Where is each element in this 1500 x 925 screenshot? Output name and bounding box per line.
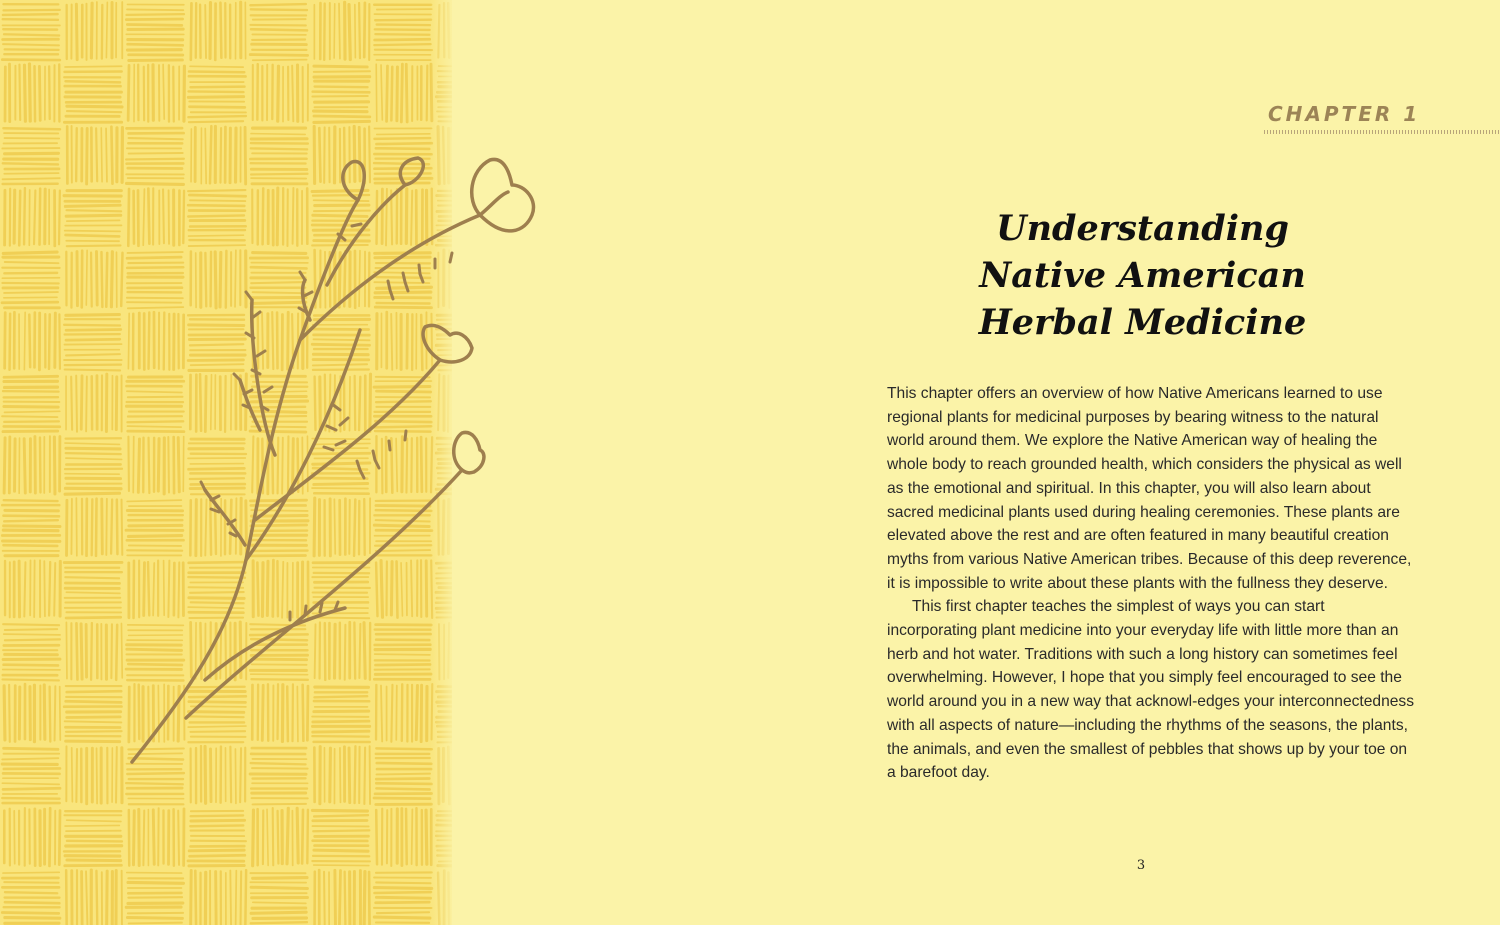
weave-stroke: [188, 97, 243, 98]
weave-stroke: [374, 888, 431, 889]
weave-cell: [2, 252, 60, 308]
body-paragraph: This first chapter teaches the simplest of ways you can start incorporating plant medicine into your everyday life with little more than an herb and hot water. Traditions with such a long history can sometimes feel overwhelming. However, I hope that you simply feel encouraged to see the world around you in a new way that acknowl-edges your interconnectedness with all aspects of nature—including the rhythms of the seasons, the plants, the animals, and even the smallest of pebbles that shows up by your toe on a barefoot day.: [887, 598, 1415, 782]
weave-stroke: [15, 439, 16, 491]
weave-stroke: [376, 882, 430, 883]
weave-stroke: [297, 808, 298, 863]
weave-stroke: [190, 855, 245, 856]
weave-stroke: [4, 526, 60, 527]
poppy-flower: [454, 432, 484, 472]
weave-stroke: [24, 562, 25, 616]
weave-cell: [4, 436, 60, 494]
weave-stroke: [65, 825, 119, 826]
weave-stroke: [3, 516, 59, 517]
chapter-title-line: Herbal Medicine: [978, 302, 1307, 343]
weave-stroke: [14, 190, 15, 243]
weave-stroke: [251, 922, 307, 923]
weave-stroke: [377, 912, 429, 913]
poppy-flower: [423, 325, 472, 362]
weave-stroke: [40, 189, 41, 245]
weave-stroke: [96, 499, 97, 556]
weave-stroke: [128, 882, 183, 883]
weave-stroke: [44, 561, 45, 616]
wildflower-sprig-illustration: [100, 140, 550, 780]
weave-stroke: [92, 499, 93, 555]
weave-stroke: [178, 811, 179, 865]
weave-stroke: [364, 3, 365, 57]
weave-stroke: [314, 111, 368, 112]
weave-stroke: [3, 252, 57, 253]
weave-stroke: [4, 634, 60, 635]
weave-stroke: [335, 870, 336, 925]
weave-stroke: [5, 892, 57, 893]
weave-stroke: [59, 191, 60, 245]
weave-stroke: [397, 67, 398, 121]
weave-stroke: [191, 3, 192, 59]
weave-cell: [128, 64, 184, 121]
weave-stroke: [251, 887, 307, 888]
weave-stroke: [127, 917, 182, 918]
weave-stroke: [3, 530, 58, 531]
weave-stroke: [191, 870, 192, 925]
weave-stroke: [3, 431, 58, 432]
weave-stroke: [4, 686, 5, 740]
weave-stroke: [427, 66, 428, 121]
weave-cell: [2, 500, 60, 556]
weave-cell: [374, 5, 432, 60]
body-text: [887, 382, 1417, 785]
weave-stroke: [190, 66, 243, 67]
weave-stroke: [406, 64, 407, 122]
weave-stroke: [190, 825, 243, 826]
weave-stroke: [76, 376, 77, 432]
weave-cell: [126, 873, 183, 925]
weave-stroke: [4, 34, 59, 35]
weave-stroke: [334, 4, 335, 58]
weave-stroke: [4, 376, 58, 377]
weave-stroke: [375, 39, 430, 40]
weave-cell: [2, 4, 60, 60]
weave-stroke: [245, 870, 246, 925]
chapter-title-line: Native American: [979, 255, 1306, 296]
weave-stroke: [4, 768, 60, 769]
weave-stroke: [278, 66, 279, 121]
weave-stroke: [81, 376, 82, 429]
weave-stroke: [2, 912, 58, 913]
weave-cell: [3, 624, 60, 680]
weave-stroke: [163, 64, 164, 119]
weave-stroke: [4, 665, 58, 666]
weave-stroke: [3, 178, 60, 179]
weave-stroke: [67, 111, 121, 112]
weave-stroke: [3, 19, 58, 20]
weave-cell: [5, 188, 60, 246]
chapter-title-line: Understanding: [996, 208, 1289, 249]
weave-stroke: [3, 624, 59, 625]
weave-stroke: [72, 748, 73, 802]
weave-stroke: [59, 314, 60, 368]
weave-stroke: [374, 892, 431, 893]
weave-stroke: [377, 134, 430, 135]
weave-stroke: [24, 439, 25, 493]
weave-stroke: [29, 315, 30, 368]
weave-stroke: [314, 66, 367, 67]
weave-stroke: [376, 902, 430, 903]
weave-stroke: [3, 872, 59, 873]
weave-stroke: [91, 3, 92, 58]
weave-stroke: [315, 87, 368, 88]
weave-cell: [191, 870, 247, 925]
weave-cell: [2, 748, 60, 803]
weave-stroke: [91, 623, 92, 680]
weave-stroke: [55, 313, 56, 367]
main-stem: [132, 200, 358, 762]
weave-stroke: [4, 438, 5, 493]
chapter-label: CHAPTER 1: [1268, 102, 1421, 126]
weave-stroke: [49, 808, 50, 866]
weave-cell: [376, 808, 431, 866]
weave-cell: [64, 811, 122, 866]
stem-branch: [205, 490, 245, 545]
weave-stroke: [5, 411, 60, 412]
weave-stroke: [128, 65, 129, 120]
weave-stroke: [2, 758, 58, 759]
weave-stroke: [4, 173, 58, 174]
weave-stroke: [314, 815, 368, 816]
stem-branch: [246, 330, 360, 560]
weave-stroke: [4, 292, 58, 293]
weave-stroke: [5, 918, 60, 919]
weave-stroke: [191, 87, 245, 88]
weave-stroke: [9, 437, 10, 493]
weave-stroke: [253, 878, 307, 879]
weave-stroke: [251, 29, 307, 30]
weave-stroke: [5, 510, 58, 511]
weave-stroke: [401, 64, 402, 122]
weave-stroke: [67, 820, 121, 821]
weave-stroke: [54, 437, 55, 494]
weave-stroke: [128, 913, 183, 914]
weave-stroke: [375, 20, 431, 21]
weave-stroke: [44, 685, 45, 739]
weave-stroke: [250, 25, 305, 26]
weave-stroke: [376, 810, 377, 864]
weave-stroke: [24, 65, 25, 121]
weave-cell: [250, 4, 307, 60]
weave-stroke: [426, 810, 427, 864]
weave-stroke: [76, 4, 77, 59]
weave-stroke: [129, 923, 182, 924]
weave-stroke: [189, 850, 244, 851]
weave-stroke: [2, 302, 58, 303]
weave-stroke: [376, 788, 429, 789]
weave-stroke: [313, 830, 369, 831]
weave-stroke: [292, 66, 293, 122]
weave-cell: [64, 66, 122, 122]
weave-stroke: [253, 902, 306, 903]
weave-cell: [188, 811, 246, 866]
weave-cell: [253, 64, 308, 122]
weave-stroke: [313, 92, 370, 93]
weave-stroke: [127, 25, 181, 26]
weave-stroke: [5, 639, 60, 640]
weave-cell: [312, 810, 370, 865]
weave-stroke: [65, 66, 122, 67]
weave-cell: [312, 66, 369, 122]
weave-stroke: [153, 810, 154, 864]
weave-stroke: [3, 679, 59, 680]
weave-stroke: [374, 917, 430, 918]
weave-stroke: [3, 14, 58, 15]
weave-stroke: [205, 5, 206, 58]
weave-stroke: [10, 314, 11, 370]
weave-stroke: [127, 9, 183, 10]
weave-cell: [5, 64, 59, 122]
weave-stroke: [376, 64, 377, 121]
weave-stroke: [4, 421, 59, 422]
weave-cell: [5, 560, 60, 617]
weave-stroke: [81, 624, 82, 679]
weave-stroke: [106, 2, 107, 57]
weave-cell: [5, 312, 60, 370]
weave-stroke: [5, 902, 59, 903]
weave-stroke: [251, 912, 306, 913]
chapter-title: [900, 205, 1385, 346]
weave-stroke: [2, 798, 59, 799]
weave-stroke: [4, 406, 58, 407]
weave-stroke: [374, 798, 430, 799]
weave-cell: [4, 684, 60, 742]
weave-stroke: [55, 686, 56, 740]
weave-stroke: [49, 314, 50, 368]
weave-stroke: [133, 811, 134, 865]
weave-stroke: [2, 416, 57, 417]
weave-stroke: [66, 622, 67, 678]
weave-stroke: [86, 250, 87, 305]
weave-stroke: [143, 811, 144, 866]
weave-stroke: [314, 71, 370, 72]
weave-cell: [188, 66, 246, 122]
weave-stroke: [67, 860, 121, 861]
flower-bud: [343, 162, 364, 200]
weave-stroke: [5, 49, 59, 50]
weave-stroke: [251, 134, 305, 135]
weave-stroke: [267, 809, 268, 865]
weave-stroke: [24, 312, 25, 369]
weave-stroke: [375, 34, 429, 35]
weave-stroke: [387, 66, 388, 121]
weave-stroke: [29, 64, 30, 121]
weave-stroke: [278, 811, 279, 864]
weave-stroke: [349, 5, 350, 60]
stem-branch: [303, 280, 310, 320]
weave-stroke: [87, 128, 88, 184]
weave-stroke: [82, 872, 83, 925]
weave-stroke: [91, 253, 92, 307]
flower-bud: [400, 158, 423, 185]
weave-stroke: [273, 808, 274, 865]
weave-stroke: [59, 811, 60, 865]
weave-stroke: [314, 116, 370, 117]
weave-stroke: [241, 871, 242, 925]
weave-stroke: [302, 810, 303, 864]
weave-cell: [250, 873, 308, 925]
weave-stroke: [67, 106, 122, 107]
weave-stroke: [3, 128, 60, 129]
weave-stroke: [86, 871, 87, 925]
weave-stroke: [67, 841, 122, 842]
weave-stroke: [191, 820, 245, 821]
weave-stroke: [191, 815, 243, 816]
weave-stroke: [4, 520, 58, 521]
weave-stroke: [50, 687, 51, 742]
weave-cell: [2, 376, 60, 431]
weave-stroke: [127, 873, 182, 874]
weave-stroke: [4, 500, 58, 501]
weave-stroke: [96, 252, 97, 305]
weave-cell: [314, 2, 369, 60]
weave-stroke: [76, 128, 77, 181]
weave-stroke: [230, 871, 231, 925]
weave-stroke: [250, 55, 307, 56]
weave-stroke: [391, 67, 392, 121]
weave-cell: [191, 2, 246, 60]
weave-stroke: [3, 788, 60, 789]
weave-stroke: [129, 60, 183, 61]
body-paragraph: This chapter offers an overview of how Native Americans learned to use regional plants for medicinal purposes by bearing witness to the natural world around them. We explore the Native American way of healing the whole body to reach grounded health, which considers the physical as well as the emotional and spiritual. In this chapter, you will also learn about sacred medicinal plants used during healing ceremonies. These plants are elevated above the rest and are often featured in many beautiful creation myths from various Native American tribes. Because of this deep reverence, it is impossible to write about these plants with the fullness they deserve.: [887, 385, 1412, 592]
weave-stroke: [339, 871, 340, 925]
weave-stroke: [4, 297, 57, 298]
weave-stroke: [86, 376, 87, 431]
weave-cell: [376, 64, 432, 122]
weave-stroke: [4, 748, 58, 749]
weave-stroke: [126, 783, 183, 784]
weave-stroke: [345, 872, 346, 925]
weave-stroke: [126, 14, 184, 15]
weave-stroke: [35, 66, 36, 121]
weave-stroke: [287, 808, 288, 863]
weave-stroke: [189, 121, 243, 122]
weave-stroke: [376, 897, 430, 898]
weave-stroke: [236, 871, 237, 925]
weave-stroke: [76, 749, 77, 802]
weave-stroke: [66, 81, 121, 82]
weave-stroke: [19, 65, 20, 120]
weave-stroke: [5, 313, 6, 369]
weave-cell: [374, 872, 432, 925]
weave-cell: [129, 808, 184, 866]
weave-stroke: [314, 865, 369, 866]
weave-stroke: [406, 809, 407, 864]
weave-stroke: [128, 44, 183, 45]
weave-stroke: [253, 804, 307, 805]
weave-cell: [66, 870, 122, 925]
weave-stroke: [312, 810, 367, 811]
weave-stroke: [3, 44, 59, 45]
weave-cell: [253, 808, 308, 866]
weave-stroke: [76, 623, 77, 679]
weave-stroke: [189, 72, 244, 73]
weave-cell: [67, 2, 123, 60]
weave-stroke: [374, 44, 430, 45]
weave-stroke: [359, 3, 360, 58]
weave-stroke: [189, 107, 244, 108]
weave-cell: [315, 870, 370, 925]
weave-stroke: [39, 66, 40, 120]
weave-stroke: [4, 882, 58, 883]
weave-cell: [2, 128, 60, 184]
weave-stroke: [2, 783, 59, 784]
weave-stroke: [96, 871, 97, 925]
weave-stroke: [374, 138, 430, 139]
weave-stroke: [19, 191, 20, 245]
weave-stroke: [250, 4, 305, 5]
weave-stroke: [377, 25, 430, 26]
weave-cell: [126, 4, 184, 60]
weave-stroke: [188, 116, 246, 117]
weave-stroke: [376, 783, 431, 784]
weave-stroke: [195, 871, 196, 925]
stem-branch: [255, 360, 440, 520]
weave-stroke: [96, 128, 97, 181]
weave-stroke: [49, 562, 50, 615]
weave-stroke: [5, 629, 57, 630]
poppy-flower: [480, 192, 508, 215]
weave-stroke: [412, 809, 413, 864]
weave-stroke: [339, 3, 340, 58]
page-number: 3: [1136, 858, 1146, 873]
weave-stroke: [253, 810, 254, 866]
weave-stroke: [34, 190, 35, 244]
weave-stroke: [60, 687, 61, 740]
weave-stroke: [49, 66, 50, 119]
weave-stroke: [307, 810, 308, 863]
weave-stroke: [126, 19, 182, 20]
stem-branch: [186, 470, 462, 718]
weave-stroke: [97, 748, 98, 803]
weave-stroke: [324, 872, 325, 925]
weave-stroke: [24, 188, 25, 244]
weave-cell: [4, 808, 60, 866]
weave-stroke: [220, 3, 221, 58]
weave-stroke: [54, 563, 55, 616]
weave-stroke: [314, 850, 368, 851]
weave-stroke: [251, 9, 307, 10]
weave-stroke: [71, 377, 72, 430]
weave-stroke: [375, 29, 430, 30]
weave-stroke: [189, 91, 244, 92]
weave-stroke: [381, 65, 382, 120]
weave-stroke: [5, 262, 59, 263]
weave-stroke: [4, 545, 58, 546]
chapter-label-underline: [1264, 130, 1500, 134]
weave-stroke: [314, 121, 370, 122]
weave-stroke: [3, 163, 58, 164]
weave-stroke: [9, 685, 10, 742]
weave-stroke: [253, 60, 307, 61]
stem-branch: [300, 215, 480, 340]
weave-stroke: [364, 872, 365, 925]
weave-stroke: [355, 5, 356, 58]
weave-cell: [2, 872, 60, 925]
